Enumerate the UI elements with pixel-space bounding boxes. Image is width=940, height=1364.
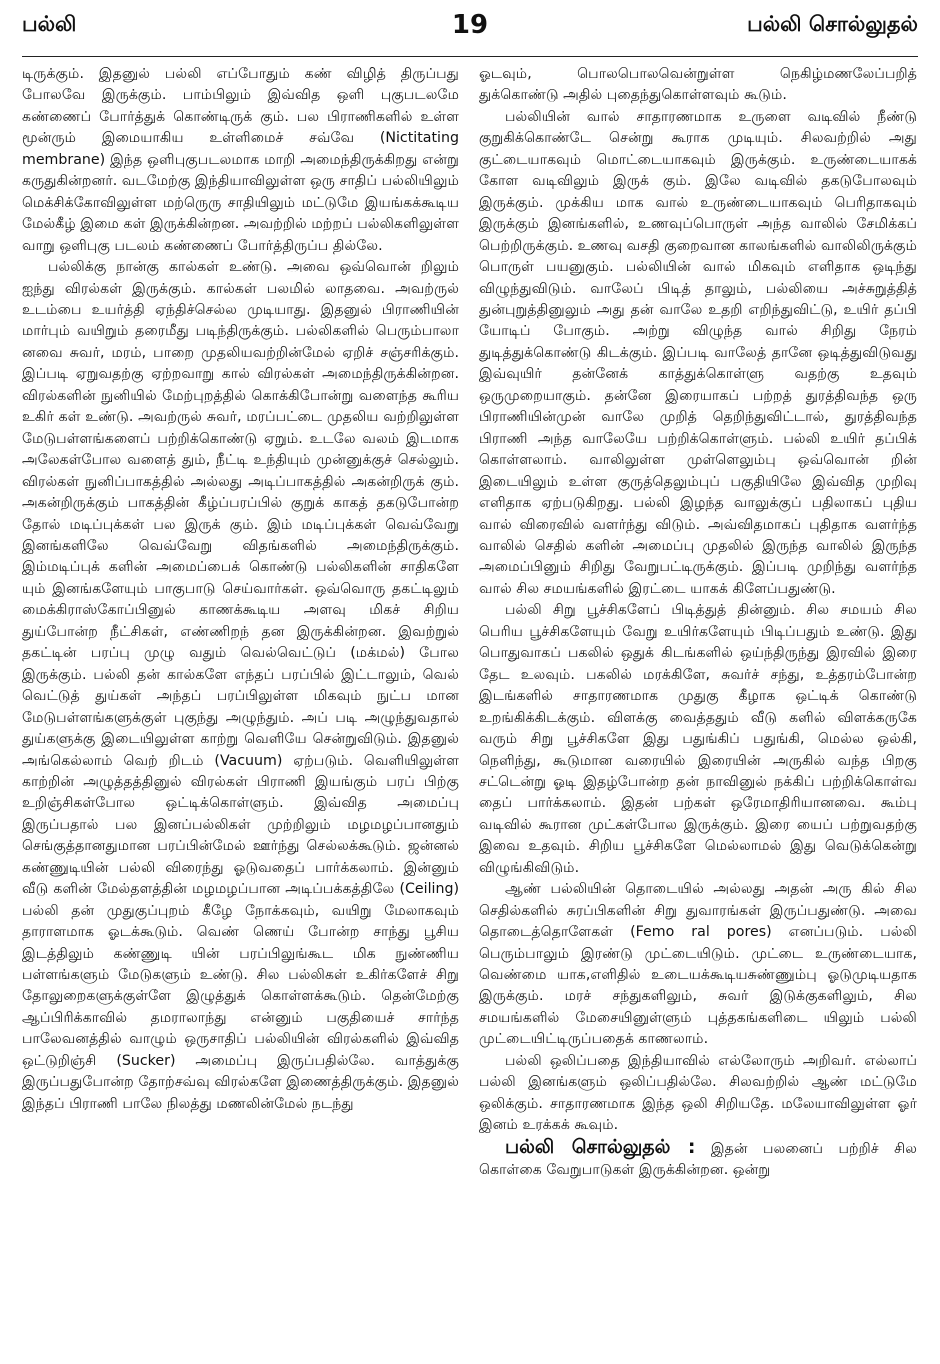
section-text: இதன் பலனைப் பற்றிச் சில கொள்கை வேறுபாடுகள் இருக்கின்றன. ஒன்று (479, 1140, 917, 1179)
right-paragraph-5: பல்லி ஒலிப்பதை இந்தியாவில் எல்லோரும் அறிவர். எல்லாப் பல்லி இனங்களும் ஒலிப்பதில்லே. சிலவற்றில் ஆண் மட்டுமே ஒலிக்கும். சாதாரணமாக இந்த ஒலி சிறியதே. மலேயாவிலுள்ள ஓர் இனம் உரக்கக் கூவும். (479, 1052, 917, 1134)
left-paragraph-1: டிருக்கும். இதனுல் பல்லி எப்போதும் கண் விழித் திருப்பது போலவே இருக்கும். பாம்பிலும் இவ்வித ஒளி புகுபடலமே கண்ணைப் போர்த்துக் கொண்டிருக் கும். பல பிராணிகளில் உள்ள மூன்ரும் இமையாகிய உள்ளிமைச் சவ்வே (Nictitating membrane) இந்த ஒளிபுகுபடலமாக மாறி அமைந்திருக்கிறது என்று கருதுகின்றனர். வடமேற்கு இந்தியாவிலுள்ள ஒரு சாதிப் பல்லியிலும் மெக்சிக்கோவிலுள்ள மற்ருெரு சாதியிலும் மட்டுமே இயங்கக்கூடிய மேல்கீழ் இமை கள் இருக்கின்றன. அவற்றில் மற்றப் பல்லிகளிலுள்ள வாறு ஒளிபுகு படலம் கண்ணைப் போர்த்திருப்ப தில்லே. (22, 66, 459, 254)
right-paragraph-1: ஓடவும், பொலபொலவென்றுள்ள நெகிழ்மணலேப்பறித் துக்கொண்டு அதில் புதைந்துகொள்ளவும் கூடும். (479, 66, 917, 104)
right-paragraph-6 (479, 1137, 917, 1182)
right-paragraph-4: ஆண் பல்லியின் தொடையில் அல்லது அதன் அரு கில் சில செதில்களில் சுரப்பிகளின் சிறு துவாரங்கள் இருப்பதுண்டு. அவை தொடைத்தொளேகள் (Femo ral pores) எனப்படும். பல்லி பெரும்பாலும் இரண்டு முட்டையிடும். முட்டை உருண்டையாக, வெண்மை யாக,எளிதில் உடையக்கூடியசுண்ணும்பு ஓடுமுடியதாக இருக்கும். மரச் சந்துகளிலும், சுவர் இடுக்குகளிலும், சில சமயங்களில் மேசையினுள்ளும் புத்தகங்களிடை யிலும் பல்லி முட்டையிட்டிருப்பதைக் காணலாம். (479, 881, 917, 1048)
right-column (479, 64, 917, 1182)
section-heading: பல்லி சொல்லுதல் : (505, 1135, 696, 1158)
left-column (22, 64, 459, 1115)
header-right-title: பல்லி சொல்லுதல் (747, 12, 918, 36)
page-number: 19 (451, 10, 489, 40)
page-header (22, 10, 918, 46)
header-left-title: பல்லி (22, 12, 77, 36)
right-paragraph-2: பல்லியின் வால் சாதாரணமாக உருளை வடிவில் நீண்டு குறுகிக்கொண்டே சென்று கூராக முடியும். சிலவற்றில் அது குட்டையாகவும் மொட்டையாகவும் இருக்கும். உருண்டையாகக் கோள வடிவிலும் இருக் கும். இலே வடிவில் தகடுபோலவும் இருக்கும். முக்கிய மாக வால் உருண்டையாகவும் பெரிதாகவும் இருக்கும் இனங்களில், உணவுப்பொருள் அந்த வாலில் சேமிக்கப் பெற்றிருக்கும். உணவு வசதி குறைவான காலங்களில் வாலிலிருக்கும் பொருள் பயனுகும். பல்லியின் வால் மிகவும் எளிதாக ஒடிந்து விழுந்துவிடும். வாலேப் பிடித் தாலும், பல்லியை அச்சுறுத்தித் துன்புறுத்தினுலும் அது தன் வாலே உதறி எறிந்துவிட்டு, உயிர் தப்பி யோடிப் போகும். அற்று விழுந்த வால் சிறிது நேரம் துடித்துக்கொண்டு கிடக்கும். இப்படி வாலேத் தானே ஒடித்துவிடுவது இவ்வுயிர் தன்னேக் காத்துக்கொள்ளு வதற்கு உதவும் ஒருமுறையாகும். தன்னே இரையாகப் பற்றத் துரத்திவந்த ஒரு பிராணியின்முன் வாலே முறித் தெறிந்துவிட்டால், துரத்திவந்த பிராணி அந்த வாலேயே பற்றிக்கொள்ளும். பல்லி உயிர் தப்பிக் கொள்ளலாம். வாலிலுள்ள முள்ளெலும்பு ஒவ்வொன் றின் இடையிலும் உள்ள குருத்தெலும்புப் பகுதியிலே இவ்வித முறிவு எளிதாக ஏற்படுகிறது. பல்லி இழந்த வாலுக்குப் பதிலாகப் புதிய வால் விரைவில் வளர்ந்து விடும். அவ்விதமாகப் புதிதாக வளர்ந்த வாலில் செதில் களின் அமைப்பு முதலில் இருந்த வாலில் இருந்த அமைப்பினும் சிறிது வேறுபட்டிருக்கும். இப்படி முறிந்து வளர்ந்த வால் சில சமயங்களில் இரட்டை யாகக் கிளேப்பதுண்டு. (479, 108, 917, 597)
left-paragraph-2: பல்லிக்கு நான்கு கால்கள் உண்டு. அவை ஒவ்வொன் றிலும் ஐந்து விரல்கள் இருக்கும். கால்கள் பலமில் லாதவை. அவற்ருல் உடம்பை உயர்த்தி ஏந்திச்செல்ல முடியாது. இதனுல் பிராணியின் மார்பும் வயிறும் தரைமீது படிந்திருக்கும். பல்லிகளில் பெரும்பாலா னவை சுவர், மரம், பாறை முதலியவற்றின்மேல் ஏறிச் சஞ்சரிக்கும். இப்படி ஏறுவதற்கு ஏற்றவாறு கால் விரல்கள் அமைந்திருக்கின்றன. விரல்களின் நுனியில் மேற்புறத்தில் கொக்கிபோன்று வளைந்த கூரிய உகிர் கள் உண்டு. அவற்ருல் சுவர், மரப்பட்டை முதலிய வற்றிலுள்ள மேடுபள்ளங்களைப் பற்றிக்கொண்டு ஏறும். உடலே வலம் இடமாக அலேகள்போல வளைத் தும், நீட்டி உந்தியும் முன்னுக்குச் செல்லும். விரல்கள் நுனிப்பாகத்தில் அல்லது அடிப்பாகத்தில் அகன்றிருக் கும். அகன்றிருக்கும் பாகத்தின் கீழ்ப்பரப்பில் குறுக் காகத் தகடுபோன்ற தோல் மடிப்புக்கள் பல இருக் கும். இம் மடிப்புக்கள் வெவ்வேறு இனங்களிலே வெவ்வேறு விதங்களில் அமைந்திருக்கும். இம்மடிப்புக் களின் அமைப்பைக் கொண்டு பல்லிகளின் சாதிகளே யும் இனங்களேயும் பாகுபாடு செய்வார்கள். ஒவ்வொரு தகட்டிலும் மைக்கிராஸ்கோப்பினுல் காணக்கூடிய அளவு மிகச் சிறிய துய்போன்ற நீட்சிகள், எண்ணிறந் தன இருக்கின்றன. இவற்றுல் தகட்டின் பரப்பு முழு வதும் வெல்வெட்டுப் (மக்மல்) போல இருக்கும். பல்லி தன் கால்களே எந்தப் பரப்பில் இட்டாலும், வெல் வெட்டுத் துய்கள் அந்தப் பரப்பிலுள்ள மிகவும் நுட்ப மான மேடுபள்ளங்களுக்குள் புகுந்து அழுந்தும். அப் படி அழுந்துவதால் துய்களுக்கு இடையிலுள்ள காற்று வெளியே சென்றுவிடும். இதனுல் அங்கெல்லாம் வெற் றிடம் (Vacuum) ஏற்படும். வெளியிலுள்ள காற்றின் அழுத்தத்தினுல் விரல்கள் பிராணி இயங்கும் பரப் பிற்கு உறிஞ்சிகள்போல ஒட்டிக்கொள்ளும். இவ்வித அமைப்பு இருப்பதால் பல இனப்பல்லிகள் முற்றிலும் மழமழப்பானதும் செங்குத்தானதுமான பரப்பின்மேல் ஊர்ந்து செல்லக்கூடும். ஜன்னல் கண்ணுடியின் பல்லி விரைந்து ஓடுவதைப் பார்க்கலாம். இன்னும் வீடு களின் மேல்தளத்தின் மழமழப்பான அடிப்பக்கத்திலே (Ceiling) பல்லி தன் முதுகுப்புறம் கீழே நோக்கவும், வயிறு மேலாகவும் தாராளமாக ஓடக்கூடும். வெண் ணெய் போன்ற சாந்து பூசிய இடத்திலும் கண்ணுடி யின் பரப்பிலுங்கூட மிக நுண்ணிய பள்ளங்களும் மேடுகளும் உண்டு. சில பல்லிகள் உகிர்களேச் சிறு தோலுறைகளுக்குள்ளே இழுத்துக் கொள்ளக்கூடும். தென்மேற்கு ஆப்பிரிக்காவில் தமராலாந்து என்னும் பகுதியைச் சார்ந்த பாலேவனத்தில் வாழும் ஒருசாதிப் பல்லியின் விரல்களில் இவ்வித ஒட்டுறிஞ்சி (Sucker) அமைப்பு இருப்பதில்லே. வாத்துக்கு இருப்பதுபோன்ற தோற்சவ்வு விரல்களே இணைத்திருக்கும். இதனுல் இந்தப் பிராணி பாலே நிலத்து மணலின்மேல் நடந்து (22, 259, 459, 1112)
header-rule (22, 56, 918, 57)
right-paragraph-3: பல்லி சிறு பூச்சிகளேப் பிடித்துத் தின்னும். சில சமயம் சில பெரிய பூச்சிகளேயும் வேறு உயிர்களேயும் பிடிப்பதும் உண்டு. இது பொதுவாகப் பகலில் ஒதுக் கிடங்களில் ஒய்ந்திருந்து இரவில் இரை தேட உலவும். பகலில் மரக்கிளே, சுவர்ச் சந்து, உத்தரம்போன்ற இடங்களில் சாதாரணமாக முதுகு கீழாக ஒட்டிக் கொண்டு உறங்கிக்கிடக்கும். விளக்கு வைத்ததும் வீடு களில் விளக்கருகே வரும் சிறு பூச்சிகளே இது பதுங்கிப் பதுங்கி, மெல்ல ஒல்கி, நெளிந்து, கூடுமான வரையில் இரையின் அருகில் வந்த பிறகு சட்டென்று ஓடி இதழ்போன்ற தன் நாவினுல் நக்கிப் பற்றிக்கொள்வ தைப் பார்க்கலாம். இதன் பற்கள் ஒரேமாதிரியானவை. கூம்பு வடிவில் கூரான முட்கள்போல இருக்கும். இரை யைப் பற்றுவதற்கு இவை உதவும். சிறிய பூச்சிகளே மெல்லாமல் இது வெடுக்கென்று விழுங்கிவிடும். (479, 602, 917, 876)
